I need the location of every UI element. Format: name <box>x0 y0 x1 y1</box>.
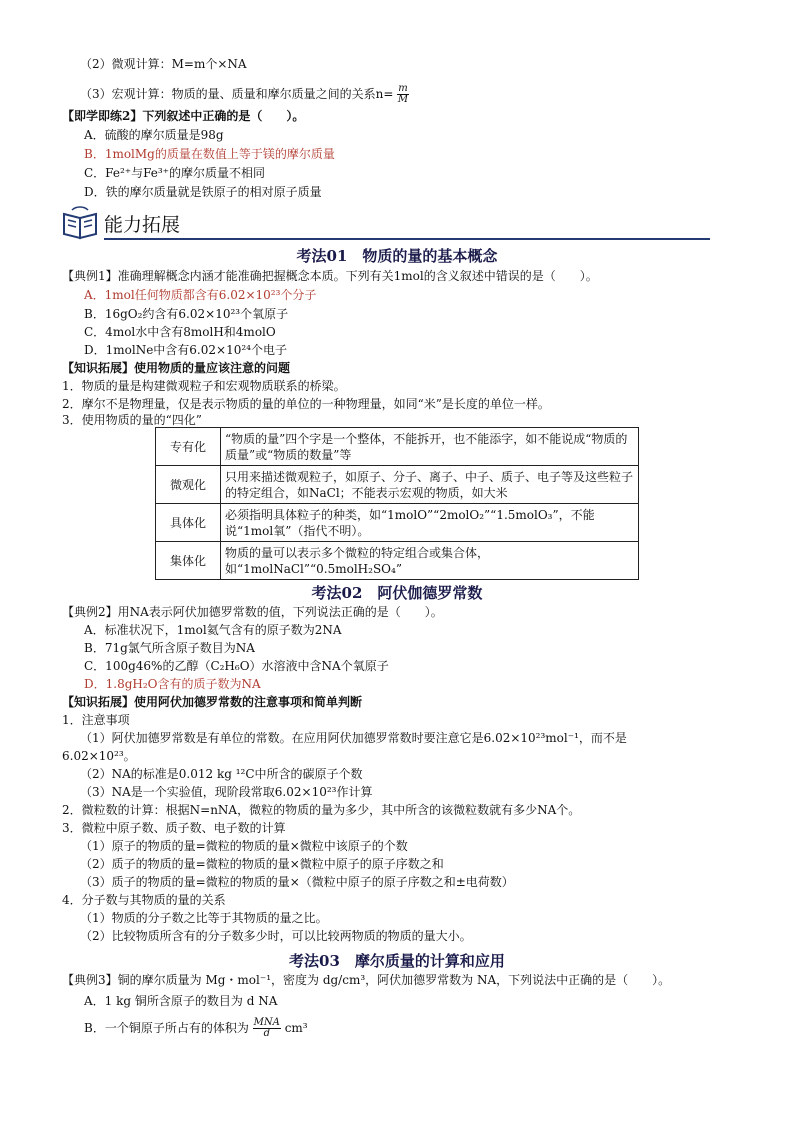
example-3-option-b <box>84 1018 308 1039</box>
table-value: 必须指明具体粒子的种类，如“1molO”“2molO₂”“1.5molO₃”，不能说“1mol氧”（指代不明）。 <box>221 504 639 542</box>
example-2-question: 【典例2】用NA表示阿伏加德罗常数的值，下列说法正确的是（ ）。 <box>62 605 443 619</box>
example-2-option-c: C．100g46%的乙醇（C₂H₆O）水溶液中含NA个氧原子 <box>84 659 389 673</box>
ext-2-section-2: 2．微粒数的计算：根据N=nNA，微粒的物质的量为多少，其中所含的该微粒数就有多少NA个。 <box>62 803 581 817</box>
example-1-option-a: A．1mol任何物质都含有6.02×10²³个分子 <box>84 288 317 302</box>
example-1-question: 【典例1】准确理解概念内涵才能准确把握概念本质。下列有关1mol的含义叙述中错误的是（ ）。 <box>62 269 598 283</box>
example-1-option-d: D．1molNe中含有6.02×10²⁴个电子 <box>84 343 287 357</box>
practice-2-option-a: A．硫酸的摩尔质量是98g <box>84 128 224 142</box>
example-2-option-b: B．71g氯气所含原子数目为NA <box>84 641 255 655</box>
ext-1-point-1: 1．物质的量是构建微观粒子和宏观物质联系的桥梁。 <box>62 379 346 393</box>
ext-2-item-4b: （2）比较物质所含有的分子数多少时，可以比较两物质的物质的量大小。 <box>80 929 472 943</box>
table-value: 物质的量可以表示多个微粒的特定组合或集合体，如“1molNaCl”“0.5molH₂SO₄” <box>221 542 639 580</box>
kaofa-01-title: 考法01 物质的量的基本概念 <box>296 247 498 265</box>
ext-2-item-1a-cont: 6.02×10²³。 <box>62 749 136 763</box>
ext-1-point-2: 2．摩尔不是物理量，仅是表示物质的量的单位的一种物理量，如同“米”是长度的单位一样。 <box>62 397 550 411</box>
example-2-option-a: A．标准状况下，1mol氦气含有的原子数为2NA <box>84 623 342 637</box>
section-title: 能力拓展 <box>104 214 181 236</box>
volume-unit: cm³ <box>284 1021 308 1035</box>
table-key: 具体化 <box>156 504 221 542</box>
table-key: 集体化 <box>156 542 221 580</box>
example-2-option-d: D．1.8gH₂O含有的质子数为NA <box>84 677 261 691</box>
macro-calc-text: （3）宏观计算：物质的量、质量和摩尔质量之间的关系n= <box>80 87 394 101</box>
table-row <box>156 504 639 542</box>
ext-2-section-4: 4．分子数与其物质的量的关系 <box>62 893 226 907</box>
table-value: “物质的量”四个字是一个整体，不能拆开，也不能添字，如不能说成“物质的质量”或“物质的数量”等 <box>221 428 639 466</box>
practice-2-option-b: B．1molMg的质量在数值上等于镁的摩尔质量 <box>84 147 335 161</box>
ext-2-item-1a: （1）阿伏加德罗常数是有单位的常数。在应用阿伏加德罗常数时要注意它是6.02×10²³mol⁻¹，而不是 <box>80 731 627 745</box>
knowledge-ext-2-heading: 【知识拓展】使用阿伏加德罗常数的注意事项和简单判断 <box>62 695 363 709</box>
open-book-icon <box>60 204 100 240</box>
ext-2-item-3b: （2）质子的物质的量=微粒的物质的量×微粒中原子的原子序数之和 <box>80 857 444 871</box>
kaofa-03-title: 考法03 摩尔质量的计算和应用 <box>289 952 505 970</box>
example-3-option-b-text: B．一个铜原子所占有的体积为 <box>84 1021 249 1035</box>
kaofa-02-title: 考法02 阿伏伽德罗常数 <box>311 584 483 602</box>
ext-2-item-1b: （2）NA的标准是0.012 kg ¹²C中所含的碳原子个数 <box>80 767 363 781</box>
volume-fraction: $\frac{\text{MNA}}{d}$ <box>253 1017 280 1039</box>
table-row <box>156 428 639 466</box>
ext-2-section-3: 3．微粒中原子数、质子数、电子数的计算 <box>62 821 286 835</box>
table-value: 只用来描述微观粒子，如原子、分子、离子、中子、质子、电子等及这些粒子的特定组合，如NaCl；不能表示宏观的物质，如大米 <box>221 466 639 504</box>
practice-2-option-d: D．铁的摩尔质量就是铁原子的相对原子质量 <box>84 185 322 199</box>
section-rule <box>104 238 710 240</box>
knowledge-ext-1-heading: 【知识拓展】使用物质的量应该注意的问题 <box>62 361 291 375</box>
ext-2-item-1c: （3）NA是一个实验值，现阶段常取6.02×10²³作计算 <box>80 785 373 799</box>
table-key: 微观化 <box>156 466 221 504</box>
macro-calc-line <box>80 84 409 105</box>
practice-2-question: 【即学即练2】下列叙述中正确的是（ ）。 <box>62 109 305 123</box>
micro-calc-line: （2）微观计算：M=m个×NA <box>80 57 247 71</box>
example-1-option-b: B．16gO₂约含有6.02×10²³个氧原子 <box>84 307 289 321</box>
ext-2-item-3a: （1）原子的物质的量=微粒的物质的量×微粒中该原子的个数 <box>80 839 408 853</box>
practice-2-option-c: C．Fe²⁺与Fe³⁺的摩尔质量不相同 <box>84 166 266 180</box>
ext-2-item-4a: （1）物质的分子数之比等于其物质的量之比。 <box>80 911 328 925</box>
ext-2-section-1: 1．注意事项 <box>62 713 130 727</box>
four-aspects-table <box>155 427 639 580</box>
ext-1-point-3: 3．使用物质的量的“四化” <box>62 413 202 427</box>
n-equals-m-over-M-fraction: $\frac{m}{M}$ <box>397 83 409 105</box>
example-1-option-c: C．4mol水中含有8molH和4molO <box>84 325 276 339</box>
table-row <box>156 466 639 504</box>
ext-2-item-3c: （3）质子的物质的量=微粒的物质的量×（微粒中原子的原子序数之和±电荷数） <box>80 875 514 889</box>
example-3-question: 【典例3】铜的摩尔质量为 Mg・mol⁻¹，密度为 dg/cm³，阿伏加德罗常数为 NA，下列说法中正确的是（ ）。 <box>62 973 671 987</box>
example-3-option-a: A．1 kg 铜所含原子的数目为 d NA <box>84 994 278 1008</box>
table-row <box>156 542 639 580</box>
table-key: 专有化 <box>156 428 221 466</box>
